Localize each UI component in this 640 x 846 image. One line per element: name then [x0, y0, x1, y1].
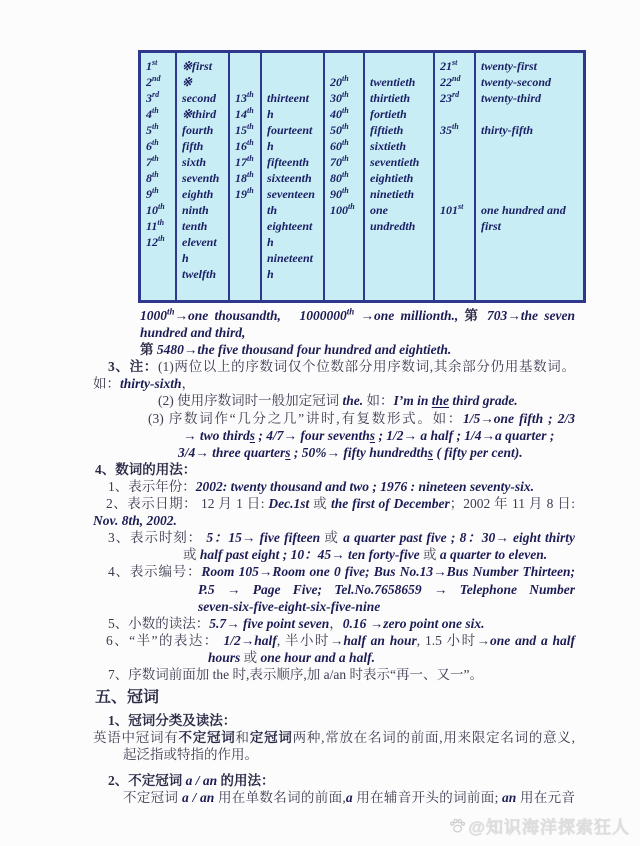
table-cell-line: 11th [146, 218, 165, 233]
table-column-8 [474, 53, 583, 300]
body-line: 1、表示年份：2002: twenty thousand and two ; 1976 : nineteen seventy-six. [108, 478, 535, 494]
table-cell-line: ※third [182, 107, 217, 121]
table-cell-line: 101st [440, 202, 464, 217]
body-line: hundred and third, [140, 325, 246, 341]
table-cell-line: 4th [146, 106, 159, 121]
table-cell-line: twenty-third [481, 91, 542, 105]
table-cell-line: 2nd [146, 74, 161, 89]
table-column-5 [323, 53, 363, 300]
body-line: 英语中冠词有不定冠词和定冠词两种,常放在名词的前面,用来限定名词的意义, [93, 730, 576, 746]
table-cell-line: 80th [330, 170, 349, 185]
table-cell-line: fiftieth [370, 123, 404, 137]
section-heading: 五、冠词 [95, 689, 160, 707]
table-cell-line: sixtieth [370, 139, 407, 153]
table-cell-line [440, 186, 472, 202]
body-line: 4、表示编号：Room 105→Room one 0 five; Bus No.13→Bus Number Thirteen; [108, 564, 575, 580]
table-cell-line: one hundred and [481, 203, 566, 217]
table-cell-line: 7th [146, 154, 159, 169]
table-cell-line [440, 170, 472, 186]
body-line: hours 或 one hour and a half. [208, 649, 375, 665]
table-cell-line [235, 74, 258, 90]
table-cell-line: fortieth [370, 107, 407, 121]
body-line: P.5 → Page Five; Tel.No.7658659 → Telephone Number [198, 581, 575, 597]
table-column-7 [433, 53, 474, 300]
table-cell-line: h [182, 251, 189, 265]
table-cell-line: h [267, 267, 274, 281]
table-cell-line [440, 138, 472, 154]
table-cell-line [481, 170, 581, 186]
watermark [448, 813, 630, 838]
body-line: 4、数词的用法： [95, 461, 197, 477]
table-cell-line: eighteent [267, 219, 313, 233]
table-cell-line: seventeen [267, 187, 315, 201]
table-cell-line [481, 154, 581, 170]
table-column-6 [363, 53, 433, 300]
body-line: 1000th→one thousandth, 1000000th →one millionth., 第 703→the seven [140, 306, 575, 323]
table-column-4 [260, 53, 323, 300]
table-cell-line: fifteenth [267, 155, 309, 169]
body-line: 6、“半”的表达： 1/2→half, 半小时→half an hour, 1.5 小时→one and a half [106, 632, 576, 648]
table-cell-line: 17th [235, 154, 254, 169]
table-cell-line: ※ [182, 75, 193, 89]
table-cell-line: h [267, 139, 274, 153]
ordinal-number-table [138, 50, 586, 303]
table-cell-line: 18th [235, 170, 254, 185]
table-cell-line: thirtieth [370, 91, 411, 105]
table-cell-line: 8th [146, 170, 159, 185]
table-cell-line: eightieth [370, 171, 414, 185]
body-line: 5、小数的读法：5.7→ five point seven，0.16 →zero point one six. [108, 615, 485, 631]
body-line: 7、序数词前面加 the 时,表示顺序,加 a/an 时表示“再一、又一”。 [108, 666, 483, 682]
table-cell-line [481, 106, 581, 122]
table-cell-line: 23rd [440, 90, 460, 105]
body-line: (2) 使用序数词时一般加定冠词 the. 如：I’m in the third grade. [158, 393, 518, 409]
table-cell-line: 10th [146, 202, 165, 217]
table-cell-line: h [267, 107, 274, 121]
table-cell-line [267, 58, 321, 74]
table-cell-line [370, 58, 431, 74]
table-cell-line [235, 58, 258, 74]
table-cell-line: 16th [235, 138, 254, 153]
table-cell-line: thirteent [267, 91, 310, 105]
table-cell-line: 13th [235, 90, 254, 105]
table-cell-line: 30th [330, 90, 349, 105]
table-cell-line: one [370, 203, 388, 217]
paw-icon [448, 817, 466, 835]
table-cell-line: fifth [182, 139, 204, 153]
body-line: 3、表示时刻： 5：15→ five fifteen 或 a quarter past five ; 8：30→ eight thirty [108, 530, 576, 546]
body-line: 起泛指或特指的作用。 [123, 747, 258, 763]
table-cell-line: 9th [146, 186, 159, 201]
body-line: seven-six-five-eight-six-five-nine [198, 598, 381, 614]
body-line: Nov. 8th, 2002. [93, 513, 177, 529]
table-cell-line: first [481, 219, 502, 233]
table-cell-line: 12th [146, 234, 165, 249]
table-cell-line: 15th [235, 122, 254, 137]
table-cell-line: h [267, 235, 274, 249]
table-column-3 [228, 53, 260, 300]
body-line: (3) 序数词作“几分之几”讲时,有复数形式。如：1/5→one fifth ; 2/3 [148, 410, 575, 426]
table-cell-line: 20th [330, 74, 349, 89]
table-cell-line: 6th [146, 138, 159, 153]
table-cell-line [440, 106, 472, 122]
table-cell-line: twenty-second [481, 75, 551, 89]
table-cell-line: eighth [182, 187, 214, 201]
table-cell-line: thirty-fifth [481, 123, 534, 137]
body-line: 不定冠词 a / an 用在单数名词的前面,a 用在辅音开头的词前面; an 用在元音 [123, 790, 576, 806]
body-line: 如：thirty-sixth， [93, 376, 196, 392]
table-cell-line: twentieth [370, 75, 416, 89]
table-cell-line: th [267, 203, 278, 217]
body-line: 3、注：(1)两位以上的序数词仅个位数部分用序数词,其余部分仍用基数词。 [108, 359, 575, 375]
table-cell-line: 70th [330, 154, 349, 169]
table-cell-line: fourteent [267, 123, 313, 137]
table-cell-line: 100th [330, 202, 355, 217]
table-cell-line [481, 138, 581, 154]
table-cell-line [330, 58, 361, 74]
table-cell-line: seventieth [370, 155, 420, 169]
table-cell-line: 19th [235, 186, 254, 201]
table-cell-line: 1st [146, 58, 158, 73]
table-cell-line: seventh [182, 171, 220, 185]
table-cell-line: 60th [330, 138, 349, 153]
table-cell-line: 21st [440, 58, 458, 73]
body-line: 3/4→ three quarters ; 50%→ fifty hundredths ( fifty per cent). [178, 444, 523, 460]
table-cell-line: 22nd [440, 74, 461, 89]
table-cell-line: ninth [182, 203, 209, 217]
table-cell-line: 40th [330, 106, 349, 121]
table-cell-line: second [182, 91, 216, 105]
table-column-2 [175, 53, 228, 300]
table-cell-line: ninetieth [370, 187, 415, 201]
body-text [93, 307, 575, 807]
table-cell-line: tenth [182, 219, 208, 233]
table-cell-line: 14th [235, 106, 254, 121]
table-cell-line [440, 154, 472, 170]
table-cell-line [267, 74, 321, 90]
table-cell-line: undredth [370, 219, 416, 233]
table-cell-line: 90th [330, 186, 349, 201]
table-cell-line: 5th [146, 122, 159, 137]
table-cell-line [481, 186, 581, 202]
table-cell-line: 35th [440, 122, 459, 137]
table-cell-line: 3rd [146, 90, 160, 105]
body-line: → two thirds ; 4/7→ four sevenths ; 1/2→ a half ; 1/4→a quarter ; [183, 427, 555, 443]
table-cell-line: elevent [182, 235, 217, 249]
body-line: 第 5480→the five thousand four hundred and eightieth. [140, 342, 452, 358]
table-cell-line: fourth [182, 123, 214, 137]
body-line: 2、表示日期： 12 月 1 日: Dec.1st 或 the first of December；2002 年 11 月 8 日: [106, 496, 575, 512]
body-line: 1、冠词分类及读法： [108, 713, 237, 729]
watermark-text: @知识海洋探索狂人 [468, 818, 630, 837]
table-cell-line: twelfth [182, 267, 217, 281]
table-cell-line: sixth [182, 155, 207, 169]
table-column-1 [141, 53, 175, 300]
body-line: 或 half past eight ; 10：45→ ten forty-five 或 a quarter to eleven. [183, 547, 548, 563]
table-cell-line: sixteenth [267, 171, 312, 185]
body-line: 2、不定冠词 a / an 的用法： [108, 773, 275, 789]
table-cell-line: ※first [182, 59, 213, 73]
table-cell-line: twenty-first [481, 59, 537, 73]
table-cell-line: nineteent [267, 251, 314, 265]
table-cell-line: 50th [330, 122, 349, 137]
